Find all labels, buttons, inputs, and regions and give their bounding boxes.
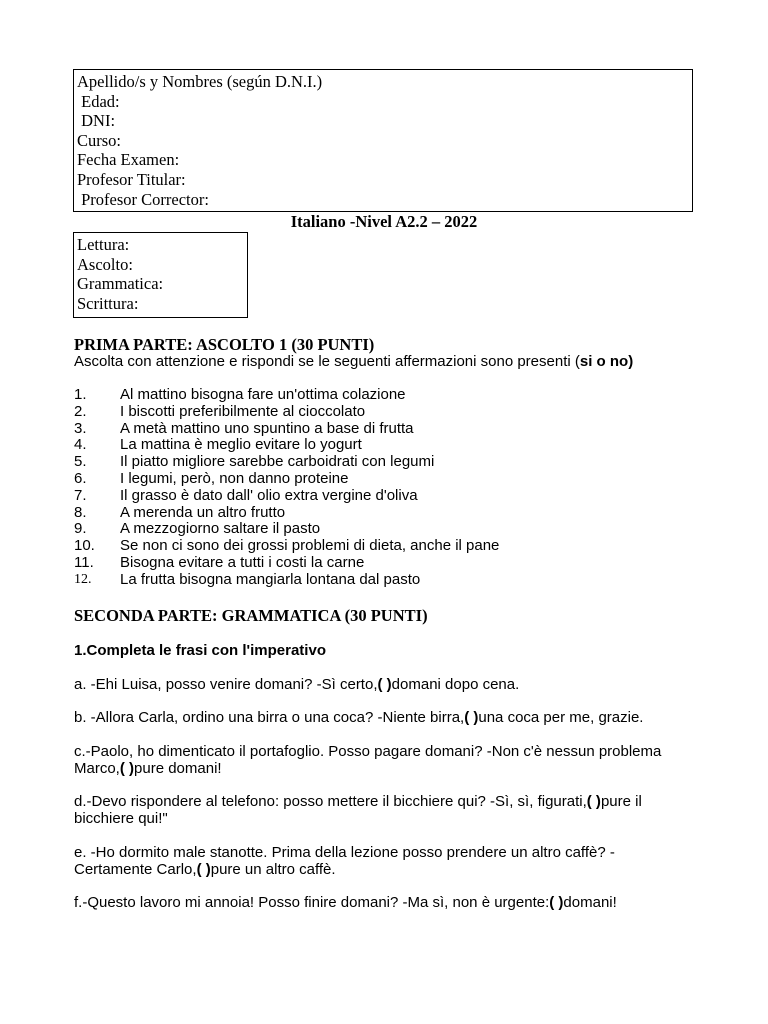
- exam-title: Italiano -Nivel A2.2 – 2022: [290, 212, 478, 231]
- exercise-sentence-f: f.-Questo lavoro mi annoia! Posso finire domani? -Ma sì, non è urgente:( )domani!: [74, 894, 617, 911]
- score-writing: Scrittura:: [77, 294, 139, 314]
- answer-blank: ( ): [196, 861, 211, 878]
- answer-blank: ( ): [586, 793, 601, 810]
- exercise-sentence-e: e. -Ho dormito male stanotte. Prima della lezione posso prendere un altro caffè? - Certamente Carlo,( )pure un altro caffè.: [74, 844, 615, 878]
- score-grammar: Grammatica:: [77, 274, 164, 294]
- age-field: Edad:: [77, 91, 120, 111]
- exam-date-field: Fecha Examen:: [77, 150, 180, 170]
- part2-heading: SECONDA PARTE: GRAMMATICA (30 PUNTI): [74, 606, 428, 625]
- exercise-sentence-a: a. -Ehi Luisa, posso venire domani? -Sì certo,( )domani dopo cena.: [74, 676, 520, 693]
- lead-teacher-field: Profesor Titular:: [77, 169, 186, 189]
- part1-instruction-bold: si o no): [579, 353, 634, 370]
- answer-blank: ( ): [377, 676, 392, 693]
- answer-blank: ( ): [119, 760, 135, 777]
- exercise-sentence-b: b. -Allora Carla, ordino una birra o una coca? -Niente birra,( )una coca per me, grazie.: [74, 709, 644, 726]
- answer-blank: ( ): [464, 709, 479, 726]
- part1-heading: PRIMA PARTE: ASCOLTO 1 (30 PUNTI): [74, 335, 375, 354]
- grading-teacher-field: Profesor Corrector:: [77, 189, 209, 209]
- part1-instruction: Ascolta con attenzione e rispondi se le seguenti affermazioni sono presenti (si o no): [74, 353, 634, 370]
- student-name-field: Apellido/s y Nombres (según D.N.I.): [77, 72, 323, 91]
- exercise-sentence-c: c.-Paolo, ho dimenticato il portafoglio. Posso pagare domani? -Non c'è nessun problema Marco,( )pure domani!: [74, 743, 662, 777]
- score-box: [73, 232, 248, 318]
- student-info-box: [73, 69, 693, 212]
- exercise-sentence-d: d.-Devo rispondere al telefono: posso mettere il bicchiere qui? -Sì, sì, figurati,( )pure il bicchiere qui!": [74, 793, 642, 827]
- dni-field: DNI:: [77, 111, 116, 131]
- score-reading: Lettura:: [77, 235, 130, 254]
- score-listening: Ascolto:: [77, 254, 133, 274]
- answer-blank: ( ): [549, 894, 564, 911]
- exercise-title: 1.Completa le frasi con l'imperativo: [74, 642, 326, 659]
- course-field: Curso:: [77, 130, 122, 150]
